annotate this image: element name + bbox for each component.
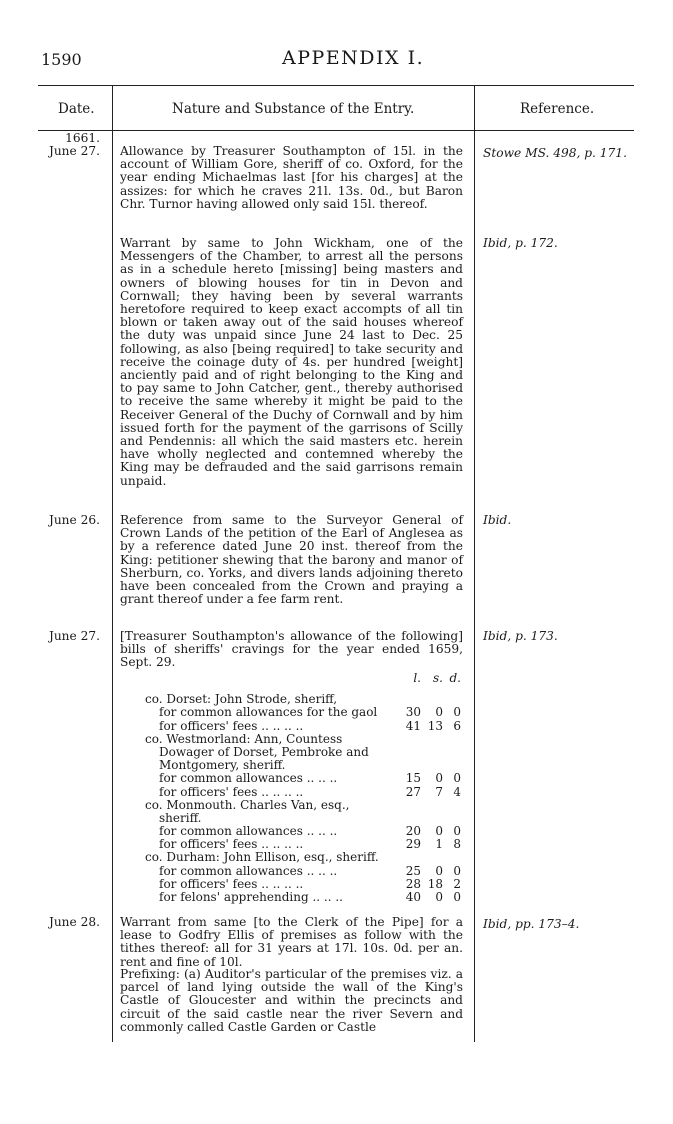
schedule-item-text: for officers' fees .. .. .. ..: [159, 784, 304, 799]
schedule-amount-d: 0: [453, 890, 461, 904]
schedule-amount-l: 27: [405, 784, 421, 799]
schedule-amount-l: 28: [405, 876, 421, 891]
table-top-rule: [38, 85, 634, 86]
schedule-amount-d: 0: [453, 705, 461, 720]
entry-date: [40, 132, 100, 158]
schedule-amount-l: 29: [405, 837, 421, 852]
schedule-item-text: co. Monmouth. Charles Van, esq.,: [145, 797, 350, 812]
schedule-item-text: for common allowances .. .. ..: [159, 771, 338, 786]
schedule-amount-l: 15: [405, 771, 421, 786]
schedule-amount-s: 13: [427, 718, 443, 733]
entry-text: Allowance by Treasurer Southampton of 15l. in the account of William Gore, sheriff of co. Oxford, for the year ending Michaelmas last [for his charges] at the assizes: for which he craves 21l. 13s. 0d., but Baron Chr. Turnor having allowed only said 15l. thereof.: [120, 144, 463, 211]
date-day: June 27.: [48, 144, 100, 159]
schedule-row: [145, 865, 465, 878]
schedule-amount-l: 25: [405, 863, 421, 878]
schedule-amount-d: 6: [453, 718, 461, 733]
schedule-item-text: Dowager of Dorset, Pembroke and: [159, 744, 369, 759]
entry-reference: Stowe MS. 498, p. 171.: [483, 146, 627, 160]
schedule-amount-d: 4: [453, 784, 461, 799]
schedule-row: [145, 891, 465, 904]
schedule-amount-d: 8: [453, 837, 461, 852]
schedule-row: [145, 786, 465, 799]
schedule-row: [145, 799, 465, 812]
schedule-item-text: for officers' fees .. .. .. ..: [159, 837, 304, 852]
schedule-item-text: co. Westmorland: Ann, Countess: [145, 731, 343, 746]
schedule-row: [145, 720, 465, 733]
entry-reference: Ibid, pp. 173–4.: [483, 917, 580, 931]
entry-text: Reference from same to the Surveyor General of Crown Lands of the petition of the Earl of Anglesea as by a reference dated June 20 inst. thereof from the King: petitioner shewing that the barony and manor of Sherburn, co. Yorks, and divers lands adjoining thereto have been concealed from the Crown and praying a grant thereof under a fee farm rent.: [120, 513, 463, 607]
entry-reference: Ibid, p. 173.: [483, 629, 558, 643]
entry-reference: Ibid, p. 172.: [483, 236, 558, 250]
prefixing-paragraph: Prefixing: (a) Auditor's particular of the premises viz. a parcel of land lying outside the wall of the King's Castle of Gloucester and within the precincts and circuit of the said castle near the river Severn and commonly called Castle Garden or Castle: [120, 967, 463, 1034]
entry-reference: Ibid.: [483, 513, 512, 527]
table-header-rule: [38, 130, 634, 131]
schedule-header-row: [145, 672, 465, 685]
entry-text: Warrant from same [to the Clerk of the Pipe] for a lease to Godfry Ellis of premises as follow with the tithes thereof: all for 31 years at 17l. 10s. 0d. per an. rent and fine of 10l.: [120, 915, 463, 969]
schedule-item-text: sheriff.: [159, 810, 202, 825]
schedule-row: [145, 733, 465, 746]
schedule-amount-l: 20: [405, 824, 421, 839]
page-number: 1590: [41, 50, 82, 69]
schedule-amount-s: 1: [435, 837, 443, 852]
schedule-amount-l: 30: [405, 705, 421, 720]
schedule-row: [145, 772, 465, 785]
page-title: APPENDIX I.: [282, 47, 425, 69]
schedule-item-text: for officers' fees .. .. .. ..: [159, 876, 304, 891]
entry-text: Warrant by same to John Wickham, one of the Messengers of the Chamber, to arrest all the persons as in a schedule hereto [missing] being masters and owners of blowing houses for tin in Devon and Cornwall; they having been by several warrants heretofore required to keep exact accompts of all tin blown or taken away out of the said houses whereof the duty was unpaid since June 24 last to Dec. 25 following, as also [being required] to take security and receive the coinage duty of 4s. per hundred [weight] anciently paid and of right belonging to the King and to pay same to John Catcher, gent., thereby authorised to receive the same whereby it might be paid to the Receiver General of the Duchy of Cornwall and by him issued forth for the payment of the garrisons of Scilly and Pendennis: all which the said masters etc. herein have wholly neglected and contemned whereby the King may be defrauded and the said garrisons remain unpaid.: [120, 236, 463, 488]
schedule-item-text: for common allowances for the gaol: [159, 705, 378, 720]
schedule-item-text: for common allowances .. .. ..: [159, 863, 338, 878]
entry-date: June 28.: [48, 915, 100, 929]
schedule-amount-s: 7: [435, 784, 443, 799]
column-header-reference: Reference.: [520, 101, 595, 117]
pence-header: d.: [449, 671, 461, 685]
shillings-header: s.: [433, 671, 443, 685]
schedule-amount-s: 0: [435, 863, 443, 878]
entry-date: June 27.: [48, 629, 100, 643]
schedule-amount-d: 0: [453, 863, 461, 878]
pounds-header: l.: [413, 671, 421, 685]
schedule-amount-d: 0: [453, 771, 461, 786]
column-header-nature: Nature and Substance of the Entry.: [172, 101, 415, 117]
schedule-item-text: for felons' apprehending .. .. ..: [159, 890, 343, 904]
entry-date: June 26.: [48, 513, 100, 527]
schedule-item-text: for common allowances .. .. ..: [159, 824, 338, 839]
column-header-date: Date.: [58, 101, 95, 117]
schedule-amount-s: 0: [435, 890, 443, 904]
schedule-amount-d: 0: [453, 824, 461, 839]
schedule-amount-d: 2: [453, 876, 461, 891]
schedule-item-text: for officers' fees .. .. .. ..: [159, 718, 304, 733]
column-divider-right: [474, 86, 475, 1042]
date-year: 1661.: [65, 131, 100, 145]
column-divider-left: [112, 86, 113, 1042]
schedule-item-text: co. Durham: John Ellison, esq., sheriff.: [145, 850, 379, 865]
entry-text: [Treasurer Southampton's allowance of the following] bills of sheriffs' cravings for the year ended 1659, Sept. 29.: [120, 629, 463, 670]
schedule-amount-l: 40: [405, 890, 421, 904]
schedule-amount-s: 0: [435, 824, 443, 839]
schedule-amount-s: 0: [435, 771, 443, 786]
schedule-amount-s: 18: [427, 876, 443, 891]
schedule-row: [145, 851, 465, 864]
schedule-amount-s: 0: [435, 705, 443, 720]
schedule-item-text: co. Dorset: John Strode, sheriff,: [145, 692, 338, 707]
sheriffs-schedule: [145, 672, 465, 904]
schedule-item-text: Montgomery, sheriff.: [159, 758, 286, 773]
schedule-amount-l: 41: [405, 718, 421, 733]
schedule-row: [145, 706, 465, 719]
